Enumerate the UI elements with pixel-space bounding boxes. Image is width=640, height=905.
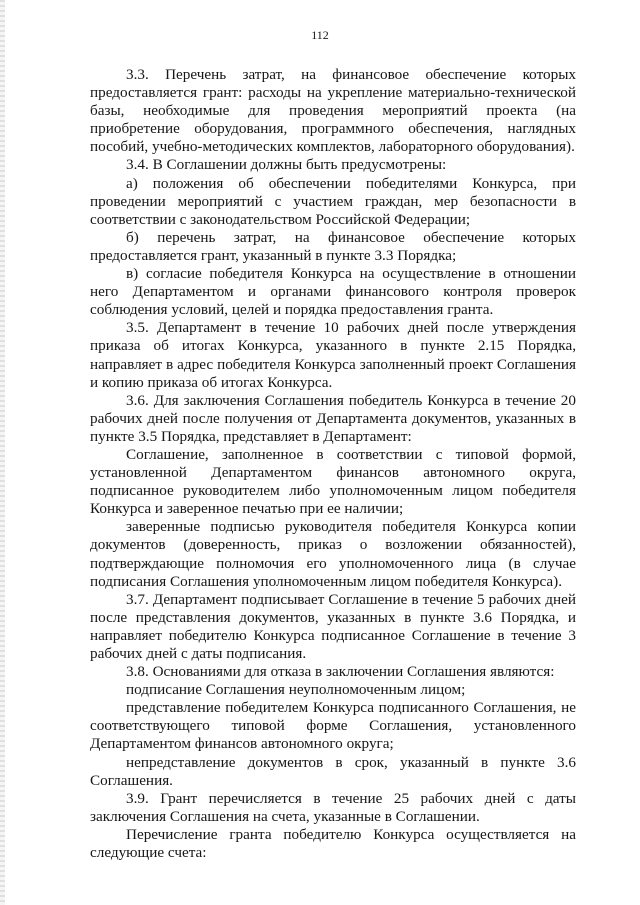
- paragraph-3-9: 3.9. Грант перечисляется в течение 25 рабочих дней с даты заключения Соглашения на счета, указанные в Соглашении.: [90, 789, 576, 825]
- paragraph-3-8-item-2: представление победителем Конкурса подписанного Соглашения, не соответствующего типовой форме Соглашения, установленного Департаментом финансов автономного округа;: [90, 699, 576, 753]
- paragraph-3-7: 3.7. Департамент подписывает Соглашение в течение 5 рабочих дней после представления документов, указанных в пункте 3.6 Порядка, и направляет победителю Конкурса подписанное Соглашение в течение 3 рабочих дней с даты подписания.: [90, 590, 576, 662]
- scan-edge: [0, 0, 5, 905]
- page-number: 112: [311, 28, 329, 42]
- document-body: [90, 66, 576, 862]
- paragraph-3-5: 3.5. Департамент в течение 10 рабочих дней после утверждения приказа об итогах Конкурса, указанного в пункте 2.15 Порядка, направляет в адрес победителя Конкурса заполненный проект Соглашения и копию приказа об итогах Конкурса.: [90, 319, 576, 391]
- paragraph-3-6-agreement: Соглашение, заполненное в соответствии с типовой формой, установленной Департаментом финансов автономного округа, подписанное руководителем либо уполномоченным лицом победителя Конкурса и заверенное печатью при ее наличии;: [90, 445, 576, 518]
- paragraph-3-6: 3.6. Для заключения Соглашения победитель Конкурса в течение 20 рабочих дней после получения от Департамента документов, указанных в пункте 3.5 Порядка, представляет в Департамент:: [90, 391, 576, 445]
- paragraph-3-3: 3.3. Перечень затрат, на финансовое обеспечение которых предоставляется грант: расходы на укрепление материально-технической базы, необходимые для проведения мероприятий проекта (на приобретение оборудования, программного обеспечения, наглядных пособий, учебно-методических комплектов, лабораторного оборудования).: [90, 66, 576, 156]
- paragraph-3-4-v: в) согласие победителя Конкурса на осуществление в отношении него Департаментом и органами финансового контроля проверок соблюдения условий, целей и порядка предоставления гранта.: [90, 265, 576, 319]
- paragraph-3-9-accounts: Перечисление гранта победителю Конкурса осуществляется на следующие счета:: [90, 825, 576, 862]
- paragraph-3-4-b: б) перечень затрат, на финансовое обеспечение которых предоставляется грант, указанный в пункте 3.3 Порядка;: [90, 228, 576, 264]
- paragraph-3-6-copies: заверенные подписью руководителя победителя Конкурса копии документов (доверенность, приказ о возложении обязанностей), подтверждающие полномочия его уполномоченного лица (в случае подписания Соглашения уполномоченным лицом победителя Конкурса).: [90, 518, 576, 590]
- paragraph-3-4-a: а) положения об обеспечении победителями Конкурса, при проведении мероприятий с участием граждан, мер безопасности в соответствии с законодательством Российской Федерации;: [90, 174, 576, 228]
- paragraph-3-8-item-3: непредставление документов в срок, указанный в пункте 3.6 Соглашения.: [90, 753, 576, 789]
- paragraph-3-8: 3.8. Основаниями для отказа в заключении Соглашения являются:: [126, 663, 555, 681]
- paragraph-3-8-item-1: подписание Соглашения неуполномоченным лицом;: [126, 681, 466, 699]
- paragraph-3-4: 3.4. В Соглашении должны быть предусмотрены:: [126, 156, 447, 174]
